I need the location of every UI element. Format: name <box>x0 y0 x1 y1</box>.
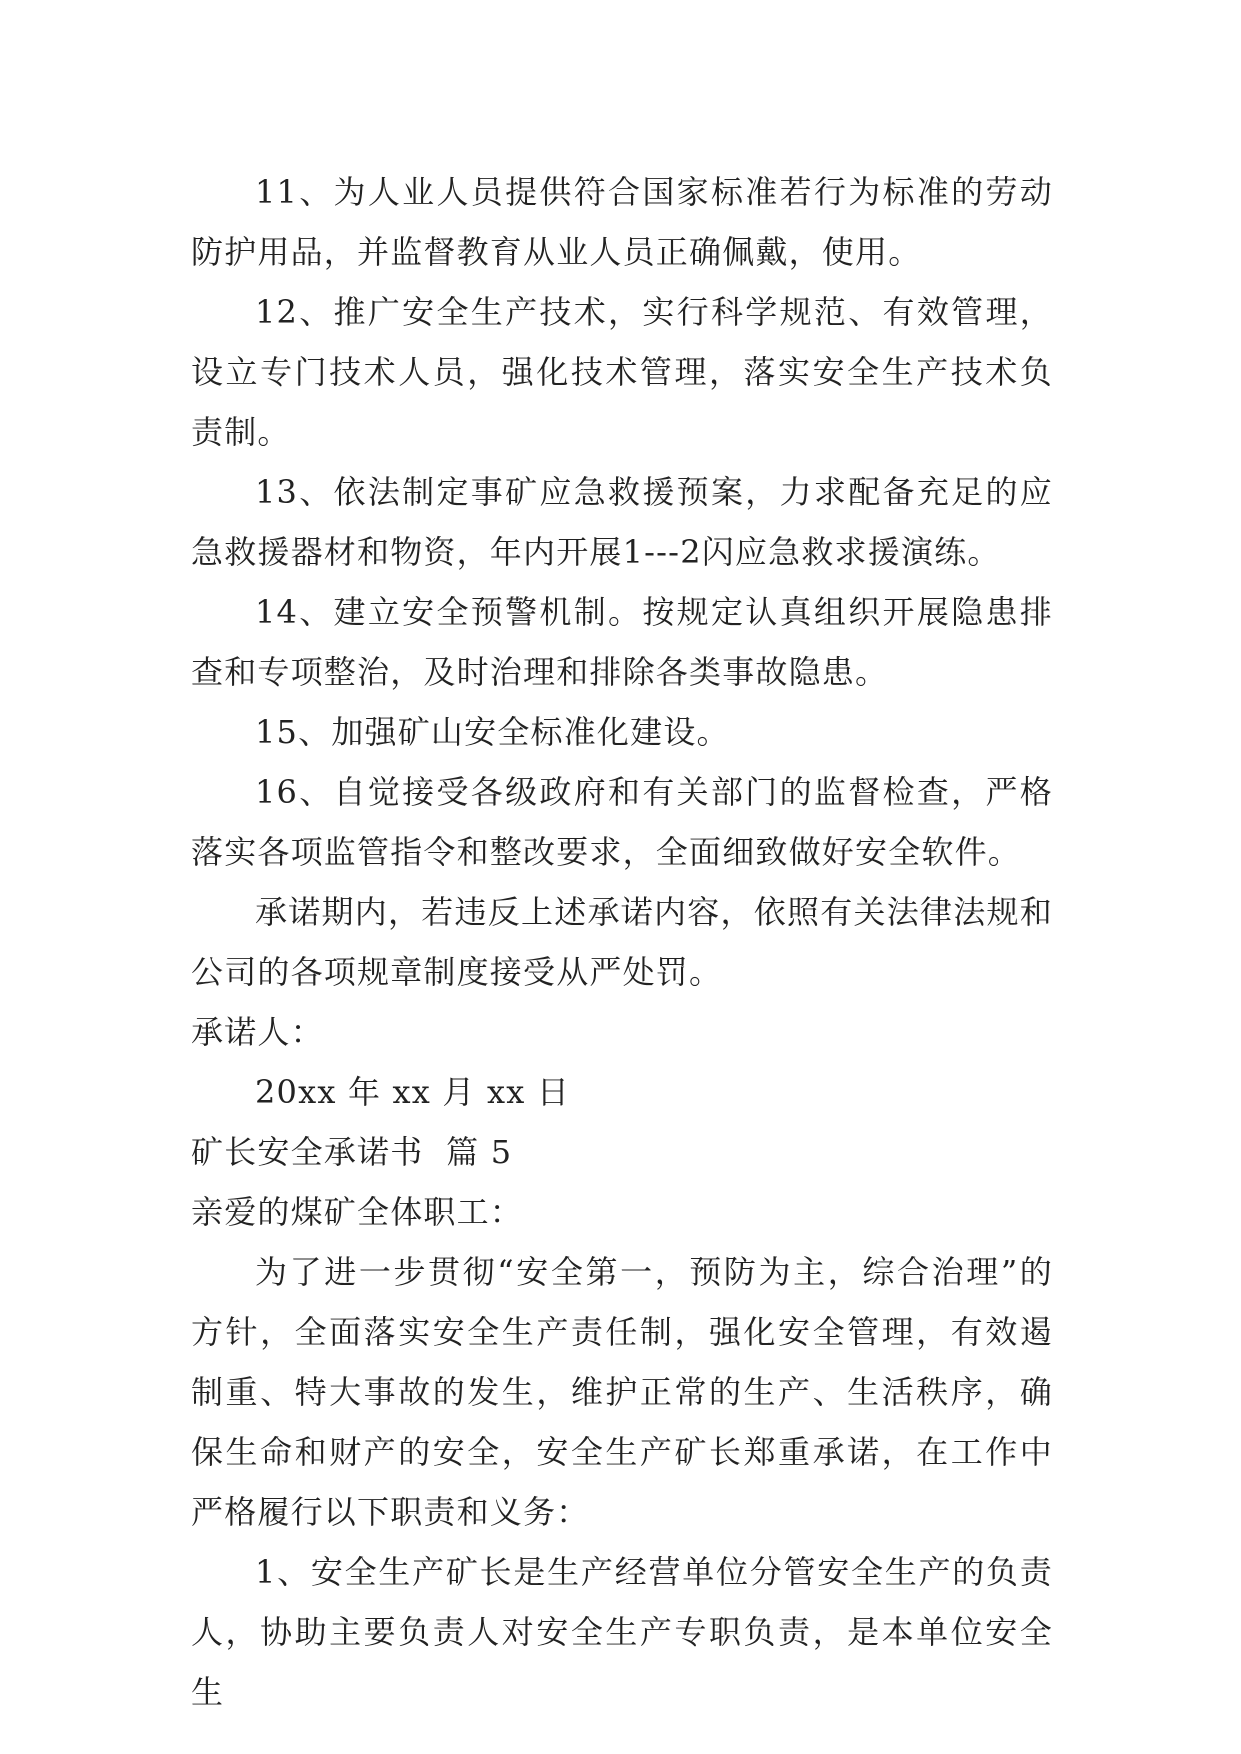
paragraph-item-11: 11、为人业人员提供符合国家标准若行为标准的劳动防护用品，并监督教育从业人员正确佩戴，使用。 <box>191 173 1053 271</box>
salutation: 亲爱的煤矿全体职工： <box>191 1193 524 1231</box>
paragraph-item-15: 15、加强矿山安全标准化建设。 <box>255 713 730 751</box>
paragraph-item-16: 16、自觉接受各级政府和有关部门的监督检查，严格落实各项监管指令和整改要求，全面细致做好安全软件。 <box>191 773 1053 871</box>
duty-paragraph-1: 1、安全生产矿长是生产经营单位分管安全生产的负责人，协助主要负责人对安全生产专职负责，是本单位安全生 <box>191 1553 1053 1711</box>
paragraph-item-12: 12、推广安全生产技术，实行科学规范、有效管理，设立专门技术人员，强化技术管理，落实安全生产技术负责制。 <box>191 293 1053 451</box>
paragraph-item-13: 13、依法制定事矿应急救援预案，力求配备充足的应急救援器材和物资，年内开展1---2闪应急救求援演练。 <box>191 473 1053 571</box>
signing-date: 20xx 年 xx 月 xx 日 <box>255 1073 571 1111</box>
signer-label: 承诺人： <box>191 1013 324 1051</box>
document-body <box>191 162 1053 1722</box>
penalty-clause: 承诺期内，若违反上述承诺内容，依照有关法律法规和公司的各项规章制度接受从严处罚。 <box>191 893 1053 991</box>
paragraph-item-14: 14、建立安全预警机制。按规定认真组织开展隐患排查和专项整治，及时治理和排除各类事故隐患。 <box>191 593 1053 691</box>
intro-paragraph: 为了进一步贯彻“安全第一，预防为主，综合治理”的方针，全面落实安全生产责任制，强化安全管理，有效遏制重、特大事故的发生，维护正常的生产、生活秩序，确保生命和财产的安全，安全生产矿长郑重承诺，在工作中严格履行以下职责和义务： <box>191 1253 1053 1531</box>
section-title: 矿长安全承诺书 篇 5 <box>191 1133 513 1171</box>
